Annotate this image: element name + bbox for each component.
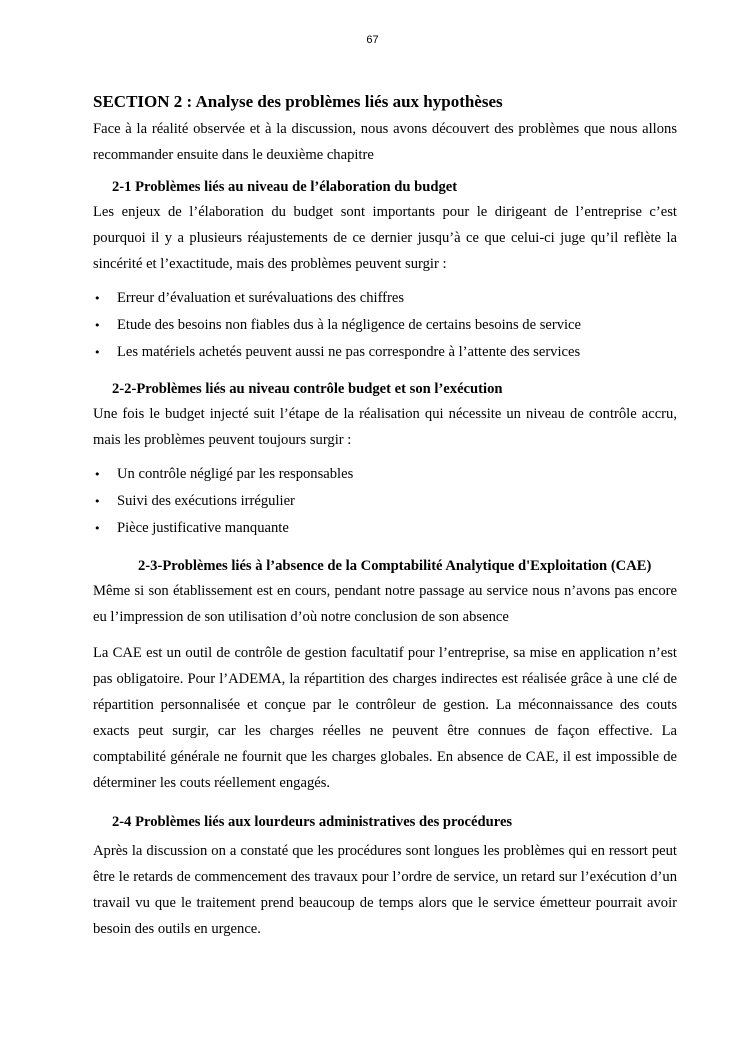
list-item-text: Etude des besoins non fiables dus à la négligence de certains besoins de service <box>117 317 582 333</box>
list-item-text: Les matériels achetés peuvent aussi ne pas correspondre à l’attente des services <box>117 344 581 360</box>
bullet-icon: • <box>94 495 101 508</box>
bullet-icon: • <box>94 292 101 305</box>
list-item <box>93 312 677 339</box>
list-item <box>93 461 677 488</box>
subsection-2-2-paragraph: Une fois le budget injecté suit l’étape de la réalisation qui nécessite un niveau de contrôle accru, mais les problèmes peuvent toujours surgir : <box>93 406 677 448</box>
subsection-2-3-paragraph-1: Même si son établissement est en cours, pendant notre passage au service nous n’avons pas encore eu l’impression de son utilisation d’où notre conclusion de son absence <box>93 583 677 625</box>
subsection-2-1-heading: 2-1 Problèmes liés au niveau de l’élaboration du budget <box>112 179 458 195</box>
subsection-2-1-bullet-list <box>93 285 677 366</box>
subsection-2-4-heading: 2-4 Problèmes liés aux lourdeurs administratives des procédures <box>112 814 513 830</box>
subsection-2-2-bullet-list <box>93 461 677 542</box>
bullet-icon: • <box>94 522 101 535</box>
bullet-icon: • <box>94 319 101 332</box>
list-item-text: Un contrôle négligé par les responsables <box>117 466 354 482</box>
bullet-icon: • <box>94 468 101 481</box>
list-item <box>93 488 677 515</box>
section-title: SECTION 2 : Analyse des problèmes liés aux hypothèses <box>93 92 503 111</box>
list-item <box>93 339 677 366</box>
page-number: 67 <box>366 34 379 46</box>
subsection-2-4-paragraph: Après la discussion on a constaté que les procédures sont longues les problèmes qui en ressort peut être le retards de commencement des travaux pour l’ordre de service, un retard sur l’exécution d’un travail vu que le traitement prend beaucoup de temps alors que le service émetteur pourrait avoir besoin des outils en urgence. <box>93 843 677 937</box>
page-content <box>93 90 677 942</box>
subsection-2-2-heading: 2-2-Problèmes liés au niveau contrôle budget et son l’exécution <box>112 381 503 397</box>
subsection-2-1-paragraph: Les enjeux de l’élaboration du budget sont importants pour le dirigeant de l’entreprise c’est pourquoi il y a plusieurs réajustements de ce dernier jusqu’à ce que celui-ci juge qu’il reflète la sincérité et l’exactitude, mais des problèmes peuvent surgir : <box>93 204 677 272</box>
subsection-2-3-paragraph-2: La CAE est un outil de contrôle de gestion facultatif pour l’entreprise, sa mise en application n’est pas obligatoire. Pour l’ADEMA, la répartition des charges indirectes est réalisée grâce à une clé de répartition personnalisée et conçue par le contrôleur de gestion. La méconnaissance des couts exacts peut surgir, car les charges réelles ne peuvent être connues de façon effective. La comptabilité générale ne fournit que les charges globales. En absence de CAE, il est impossible de déterminer les couts réellement engagés. <box>93 645 677 791</box>
bullet-icon: • <box>94 346 101 359</box>
list-item-text: Pièce justificative manquante <box>117 520 289 536</box>
list-item-text: Erreur d’évaluation et surévaluations des chiffres <box>117 290 405 306</box>
list-item-text: Suivi des exécutions irrégulier <box>117 493 295 509</box>
list-item <box>93 515 677 542</box>
subsection-2-3-heading: 2-3-Problèmes liés à l’absence de la Comptabilité Analytique d'Exploitation (CAE) <box>138 558 652 574</box>
list-item <box>93 285 677 312</box>
intro-paragraph: Face à la réalité observée et à la discussion, nous avons découvert des problèmes que nous allons recommander ensuite dans le deuxième chapitre <box>93 121 677 163</box>
